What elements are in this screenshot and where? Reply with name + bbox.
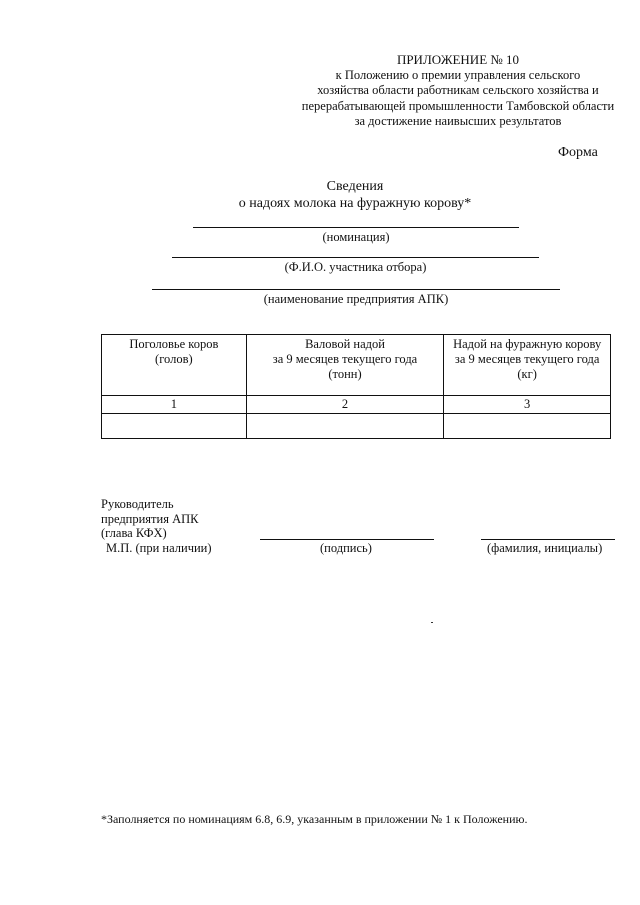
- signature-caption: (подпись): [320, 541, 372, 555]
- column-number: 3: [444, 396, 611, 414]
- signatory-role-2: предприятия АПК: [101, 511, 199, 526]
- signatory-block: [101, 497, 212, 555]
- table-number-row: [102, 396, 611, 414]
- scan-speck: [431, 622, 433, 623]
- footnote: *Заполняется по номинациям 6.8, 6.9, указанным в приложении № 1 к Положению.: [101, 812, 528, 826]
- table-cell-input[interactable]: [102, 414, 247, 439]
- column-number: 2: [246, 396, 444, 414]
- header-cell-gross-yield: Валовой надой за 9 месяцев текущего года (тонн): [246, 335, 444, 396]
- appendix-line-1: к Положению о премии управления сельского: [335, 67, 581, 82]
- participant-caption: (Ф.И.О. участника отбора): [284, 260, 427, 274]
- appendix-line-2: хозяйства области работникам сельского хозяйства и: [317, 83, 599, 97]
- nomination-line[interactable]: [193, 227, 519, 228]
- header-cell-yield-per-cow: Надой на фуражную корову за 9 месяцев текущего года (кг): [444, 335, 611, 396]
- form-label: Форма: [558, 145, 598, 160]
- signatory-role-1: Руководитель: [101, 497, 174, 511]
- table-cell-input[interactable]: [246, 414, 444, 439]
- appendix-line-3: перерабатывающей промышленности Тамбовской области: [301, 98, 615, 113]
- header-cell-cows: Поголовье коров (голов): [102, 335, 247, 396]
- table-header-row: [102, 335, 611, 396]
- name-line[interactable]: [481, 539, 615, 540]
- appendix-header: [288, 52, 628, 130]
- seal-note: М.П. (при наличии): [106, 540, 212, 555]
- milk-yield-table: [101, 334, 611, 439]
- table-row: [102, 414, 611, 439]
- name-caption: (фамилия, инициалы): [487, 541, 603, 555]
- nomination-caption: (номинация): [322, 230, 390, 244]
- enterprise-caption: (наименование предприятия АПК): [263, 292, 449, 306]
- signature-line[interactable]: [260, 539, 434, 540]
- appendix-line-4: за достижение наивысших результатов: [354, 114, 562, 128]
- enterprise-line[interactable]: [152, 289, 560, 290]
- title-line-1: Сведения: [326, 179, 384, 194]
- participant-line[interactable]: [172, 257, 539, 258]
- column-number: 1: [102, 396, 247, 414]
- appendix-heading: ПРИЛОЖЕНИЕ № 10: [396, 52, 520, 67]
- signatory-role-3: (глава КФХ): [101, 526, 167, 540]
- title-line-2: о надоях молока на фуражную корову*: [238, 196, 472, 211]
- document-title: [150, 178, 560, 212]
- table-cell-input[interactable]: [444, 414, 611, 439]
